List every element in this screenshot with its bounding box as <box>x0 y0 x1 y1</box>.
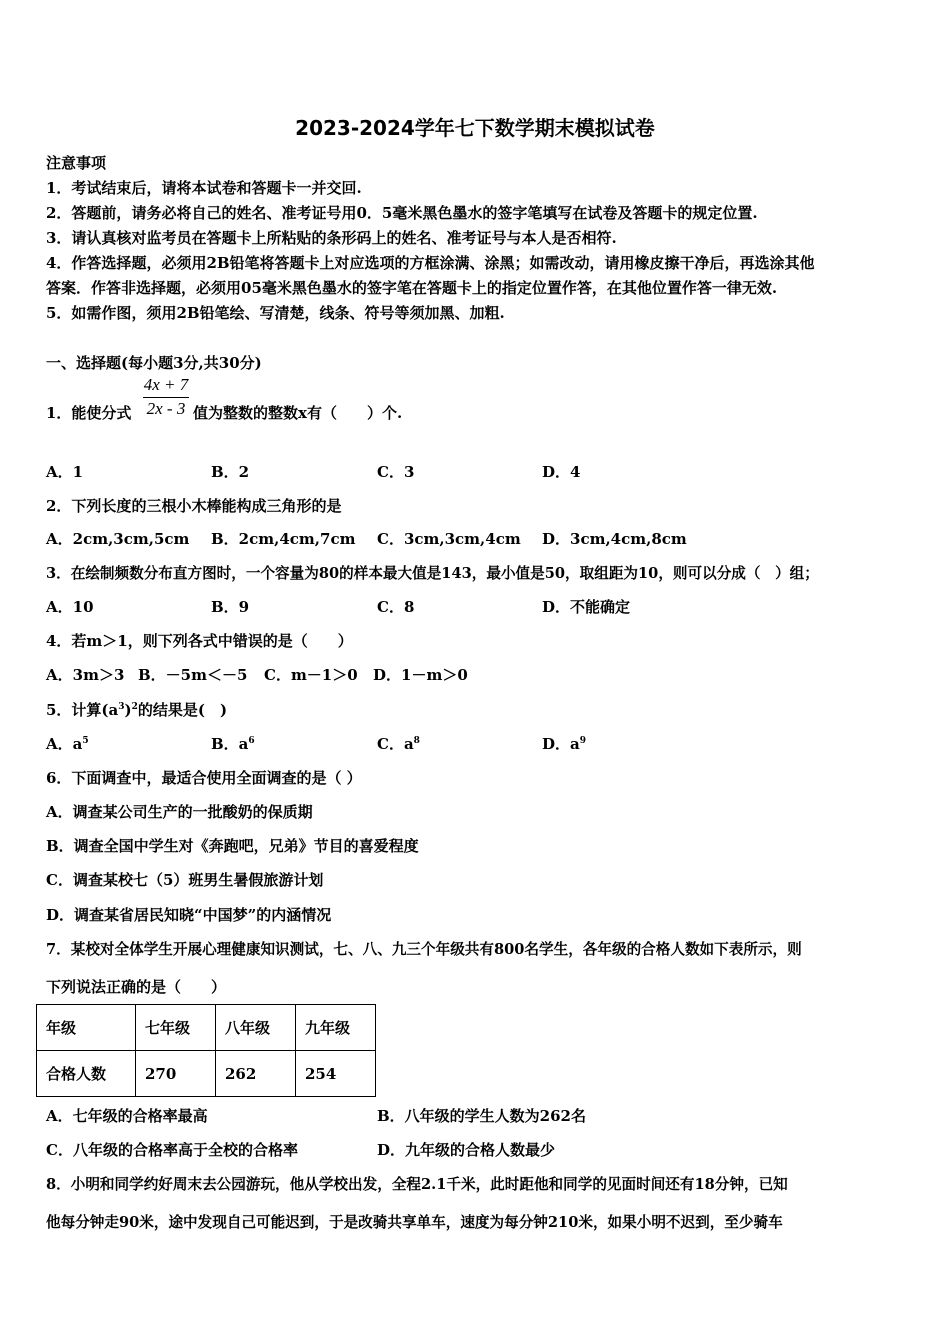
question-7-stem: 下列说法正确的是（ ） <box>46 978 227 996</box>
section-heading: 一、选择题(每小题3分,共30分) <box>46 354 262 372</box>
notice-item: 1．考试结束后，请将本试卷和答题卡一并交回. <box>46 179 362 197</box>
table-cell: 七年级 <box>136 1005 216 1051</box>
question-8-stem: 8．小明和同学约好周末去公园游玩，他从学校出发，全程2.1千米，此时距他和同学的见面时间还有18分钟，已知 <box>46 1176 788 1193</box>
question-2-stem: 2．下列长度的三根小木棒能构成三角形的是 <box>46 497 342 515</box>
table-cell: 合格人数 <box>37 1051 136 1097</box>
option: B．9 <box>211 598 250 616</box>
fraction-numerator: 4x + 7 <box>143 375 189 394</box>
exponent: 3 <box>118 702 125 712</box>
option: D．九年级的合格人数最少 <box>377 1141 556 1159</box>
question-1-suffix: 值为整数的整数x有（ ）个. <box>193 404 403 422</box>
exponent: 5 <box>82 736 89 746</box>
option: C．3cm,3cm,4cm <box>377 530 521 548</box>
fraction-denominator: 2x - 3 <box>146 399 186 418</box>
option: D．4 <box>542 463 581 481</box>
grade-table <box>36 1004 376 1097</box>
option: A．调查某公司生产的一批酸奶的保质期 <box>46 803 313 821</box>
stem-text: 5．计算(a <box>46 701 119 719</box>
notice-item: 5．如需作图，须用2B铅笔绘、写清楚，线条、符号等须加黑、加粗. <box>46 304 505 322</box>
page-title: 2023-2024学年七下数学期末模拟试卷 <box>295 116 655 140</box>
option: D．1－m＞0 <box>373 666 468 684</box>
option: B．八年级的学生人数为262名 <box>377 1107 586 1125</box>
table-cell: 254 <box>296 1051 376 1097</box>
option: C．8 <box>377 598 415 616</box>
option: C．3 <box>377 463 415 481</box>
option: B．调查全国中学生对《奔跑吧，兄弟》节目的喜爱程度 <box>46 837 419 855</box>
option <box>211 733 255 754</box>
exponent: 8 <box>413 736 420 746</box>
notice-item: 4．作答选择题，必须用2B铅笔将答题卡上对应选项的方框涂满、涂黑；如需改动，请用橡皮擦干净后，再选涂其他 <box>46 254 815 272</box>
question-4-stem: 4．若m＞1，则下列各式中错误的是（ ） <box>46 632 353 650</box>
stem-text: ) <box>124 701 132 719</box>
option-label: A．a <box>46 735 83 753</box>
question-6-stem: 6．下面调查中，最适合使用全面调查的是（ ） <box>46 769 362 787</box>
notice-item: 2．答题前，请务必将自己的姓名、准考证号用0．5毫米黑色墨水的签字笔填写在试卷及答题卡的规定位置. <box>46 204 758 222</box>
question-8-stem: 他每分钟走90米，途中发现自己可能迟到，于是改骑共享单车，速度为每分钟210米，如果小明不迟到，至少骑车 <box>46 1214 783 1231</box>
fraction <box>142 375 190 419</box>
option: D．不能确定 <box>542 598 631 616</box>
option-label: C．a <box>377 735 414 753</box>
option: A．10 <box>46 598 94 616</box>
option: B．－5m＜－5 <box>138 666 248 684</box>
table-cell: 九年级 <box>296 1005 376 1051</box>
option <box>377 733 420 754</box>
question-7-stem: 7．某校对全体学生开展心理健康知识测试，七、八、九三个年级共有800名学生，各年级的合格人数如下表所示，则 <box>46 941 802 958</box>
question-1-prefix: 1．能使分式 <box>46 404 132 422</box>
question-3-stem: 3．在绘制频数分布直方图时，一个容量为80的样本最大值是143，最小值是50，取组距为10，则可以分成（ ）组； <box>46 565 819 582</box>
stem-text: 的结果是( ) <box>137 701 228 719</box>
table-cell: 八年级 <box>216 1005 296 1051</box>
option: C．m－1＞0 <box>264 666 358 684</box>
option: C．八年级的合格率高于全校的合格率 <box>46 1141 298 1159</box>
option: A．1 <box>46 463 84 481</box>
exponent: 6 <box>248 736 255 746</box>
table-cell: 270 <box>136 1051 216 1097</box>
option: A．3m＞3 <box>46 666 125 684</box>
option: C．调查某校七（5）班男生暑假旅游计划 <box>46 871 324 889</box>
exponent: 2 <box>131 702 138 712</box>
option: D．3cm,4cm,8cm <box>542 530 687 548</box>
table-cell: 年级 <box>37 1005 136 1051</box>
notice-item: 3．请认真核对监考员在答题卡上所粘贴的条形码上的姓名、准考证号与本人是否相符. <box>46 229 617 247</box>
option: A．七年级的合格率最高 <box>46 1107 208 1125</box>
question-5-stem <box>46 699 227 720</box>
option <box>46 733 89 754</box>
option: B．2 <box>211 463 250 481</box>
option: A．2cm,3cm,5cm <box>46 530 190 548</box>
option-label: B．a <box>211 735 249 753</box>
table-row <box>37 1051 376 1097</box>
notice-item: 答案．作答非选择题，必须用05毫米黑色墨水的签字笔在答题卡上的指定位置作答，在其他位置作答一律无效. <box>46 279 778 297</box>
option <box>542 733 586 754</box>
table-row <box>37 1005 376 1051</box>
option: D．调查某省居民知晓“中国梦”的内涵情况 <box>46 906 332 924</box>
table-cell: 262 <box>216 1051 296 1097</box>
option-label: D．a <box>542 735 580 753</box>
notice-heading: 注意事项 <box>46 154 107 172</box>
option: B．2cm,4cm,7cm <box>211 530 356 548</box>
exponent: 9 <box>579 736 586 746</box>
